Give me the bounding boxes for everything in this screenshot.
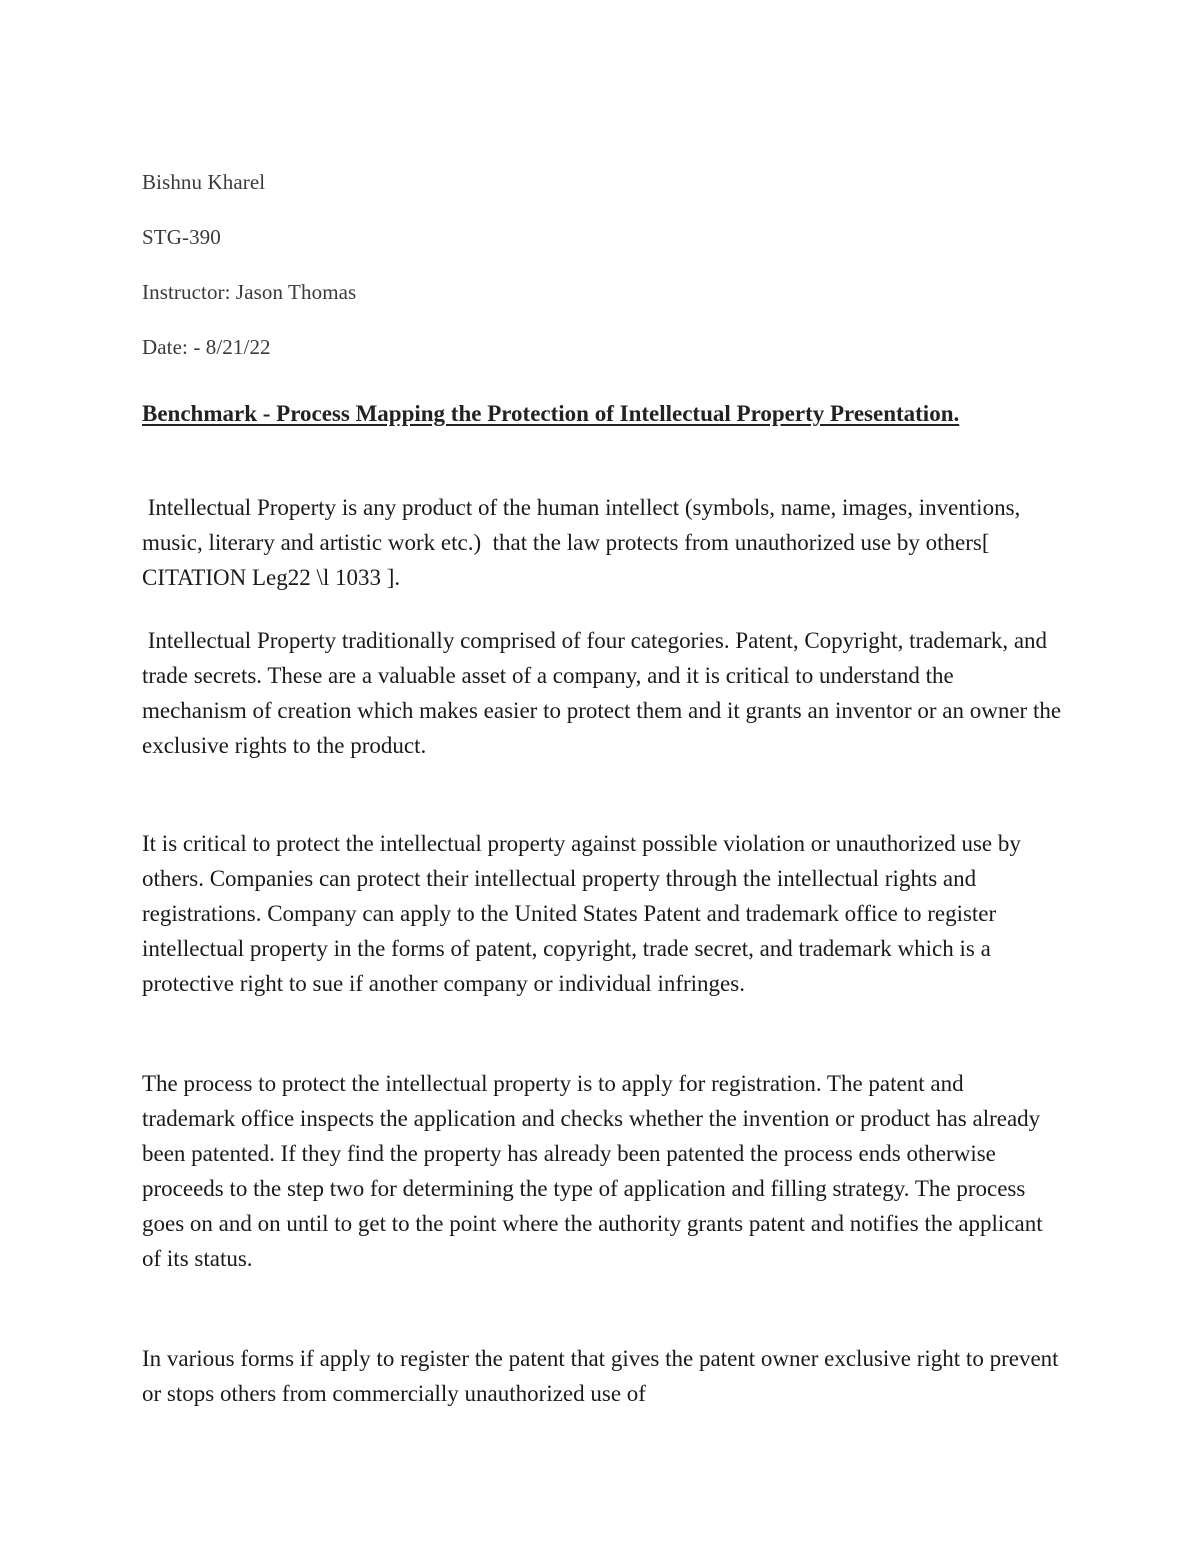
paragraph-forms: In various forms if apply to register the patent that gives the patent owner exclusive right to prevent or stops others from commercially unauthorized use of: [142, 1346, 1059, 1406]
paragraph-categories: Intellectual Property traditionally comprised of four categories. Patent, Copyright, trademark, and trade secrets. These are a valuable asset of a company, and it is critical to understand the mechanism of creation which makes easier to protect them and it grants an inventor or an owner the exclusive rights to the product.: [142, 628, 1067, 758]
document-title-text: Benchmark - Process Mapping the Protection of Intellectual Property Presentation: [142, 401, 954, 426]
instructor-line: Instructor: Jason Thomas: [142, 280, 357, 304]
document-title: [142, 396, 1042, 431]
course-code: STG-390: [142, 225, 221, 249]
paragraph-intro: Intellectual Property is any product of the human intellect (symbols, name, images, inventions, music, literary and artistic work etc.) that the law protects from unauthorized use by others[ CITATION Leg22 \l 1033 ].: [142, 495, 1027, 590]
title-period: .: [953, 401, 960, 426]
paragraph-process: The process to protect the intellectual property is to apply for registration. The patent and trademark office inspects the application and checks whether the invention or product has already been patented. If they find the property has already been patented the process ends otherwise proceeds to the step two for determining the type of application and filling strategy. The process goes on and on until to get to the point where the authority grants patent and notifies the applicant of its status.: [142, 1071, 1043, 1271]
date-line: Date: - 8/21/22: [142, 335, 271, 359]
author-name: Bishnu Kharel: [142, 170, 266, 194]
paragraph-protection: It is critical to protect the intellectual property against possible violation or unauthorized use by others. Companies can protect their intellectual property through the intellectual rights and registrations. Company can apply to the United States Patent and trademark office to register intellectual property in the forms of patent, copyright, trade secret, and trademark which is a protective right to sue if another company or individual infringes.: [142, 831, 1021, 996]
